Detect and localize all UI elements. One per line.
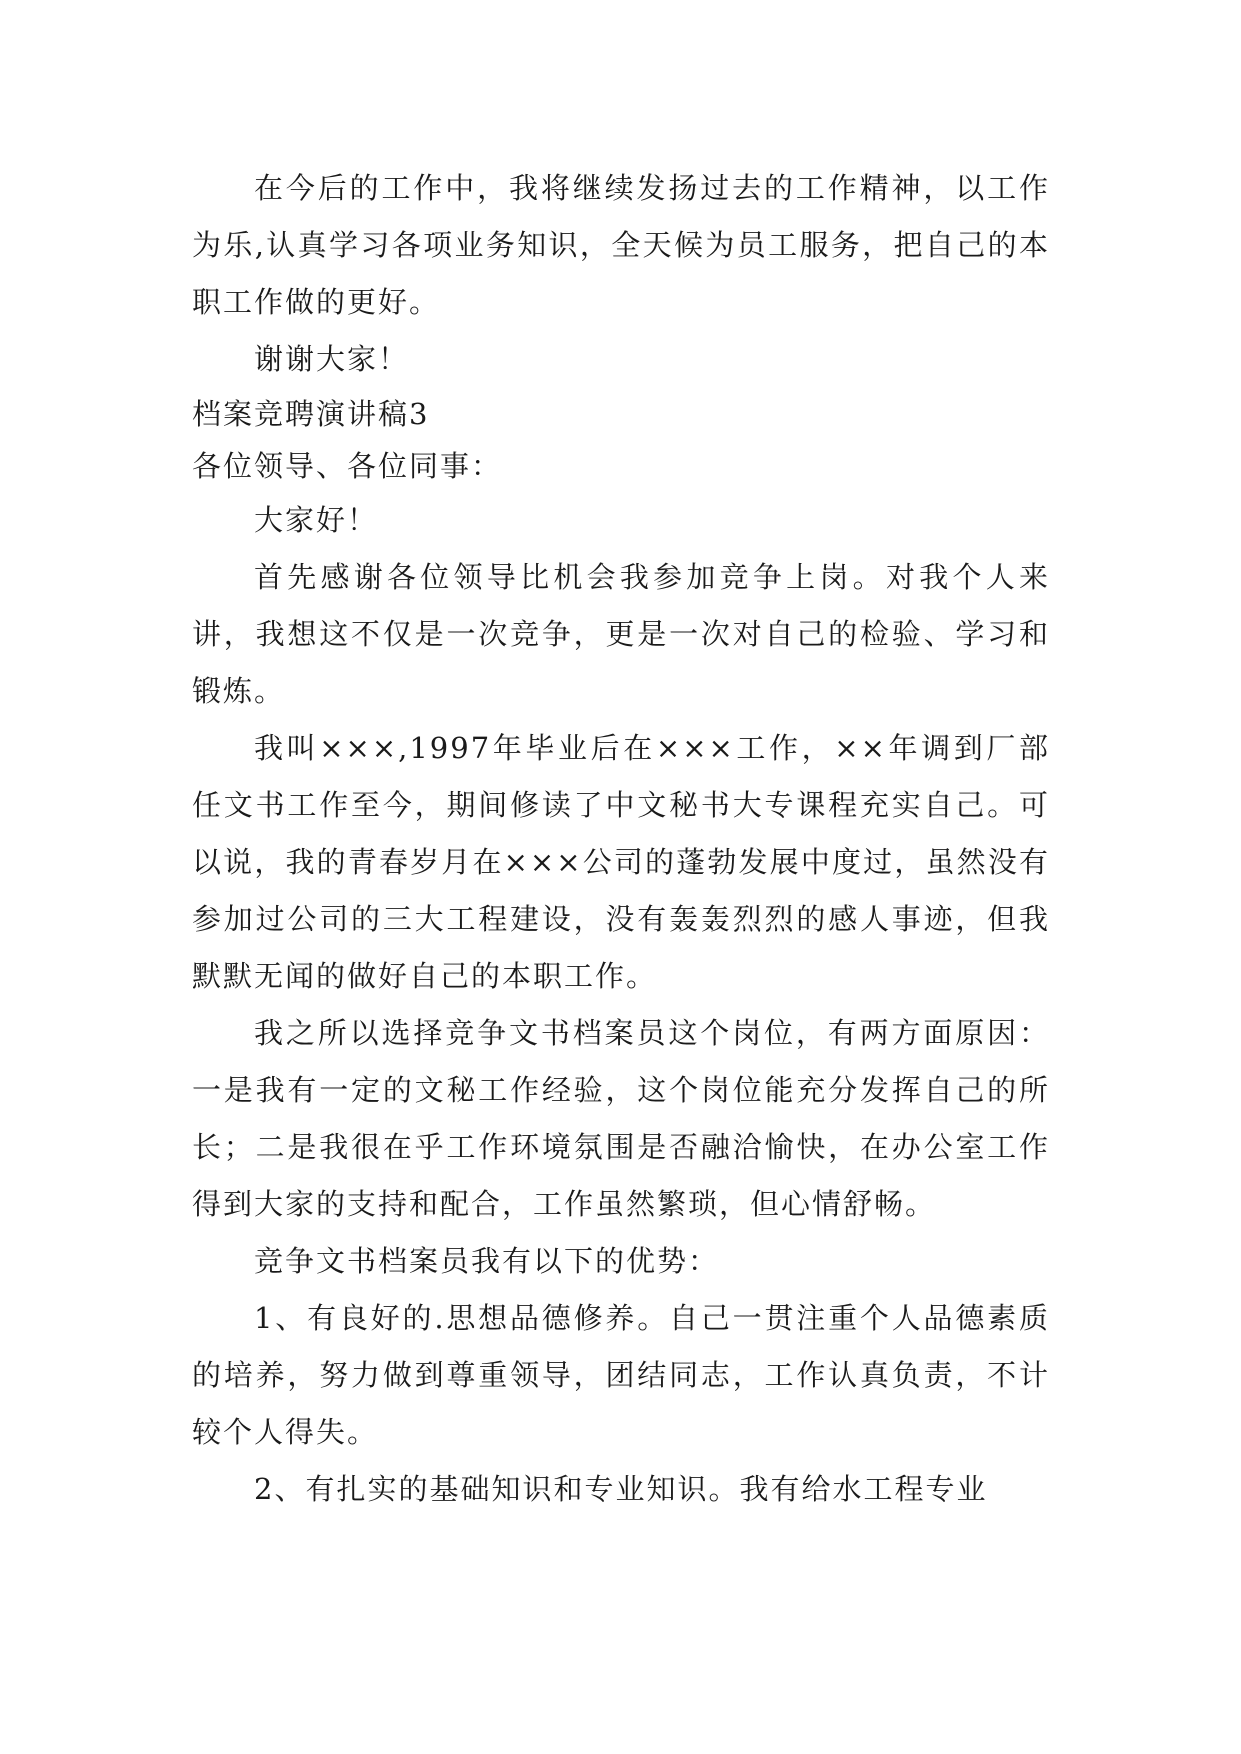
- document-body: [192, 160, 1050, 1518]
- paragraph-advantage-1: 1、有良好的.思想品德修养。自己一贯注重个人品德素质的培养，努力做到尊重领导，团结同志，工作认真负责，不计较个人得失。: [192, 1301, 1050, 1449]
- paragraph-closing-statement: 在今后的工作中，我将继续发扬过去的工作精神，以工作为乐,认真学习各项业务知识，全天候为员工服务，把自己的本职工作做的更好。: [192, 171, 1050, 319]
- paragraph-greeting: 大家好！: [254, 503, 379, 537]
- paragraph-self-introduction: 我叫×××,1997年毕业后在×××工作，××年调到厂部任文书工作至今，期间修读了中文秘书大专课程充实自己。可以说，我的青春岁月在×××公司的蓬勃发展中度过，虽然没有参加过公司的三大工程建设，没有轰轰烈烈的感人事迹，但我默默无闻的做好自己的本职工作。: [192, 731, 1050, 993]
- paragraph-advantage-2: 2、有扎实的基础知识和专业知识。我有给水工程专业: [254, 1472, 988, 1506]
- paragraph-reasons: 我之所以选择竞争文书档案员这个岗位，有两方面原因：一是我有一定的文秘工作经验，这个岗位能充分发挥自己的所长；二是我很在乎工作环境氛围是否融洽愉快，在办公室工作得到大家的支持和配合，工作虽然繁琐，但心情舒畅。: [192, 1016, 1050, 1221]
- paragraph-thanks: 谢谢大家！: [254, 342, 410, 376]
- paragraph-gratitude: 首先感谢各位领导比机会我参加竞争上岗。对我个人来讲，我想这不仅是一次竞争，更是一次对自己的检验、学习和锻炼。: [192, 560, 1050, 708]
- section-title: 档案竞聘演讲稿3: [192, 397, 430, 431]
- salutation: 各位领导、各位同事：: [192, 449, 503, 483]
- paragraph-advantages-intro: 竞争文书档案员我有以下的优势：: [254, 1244, 720, 1278]
